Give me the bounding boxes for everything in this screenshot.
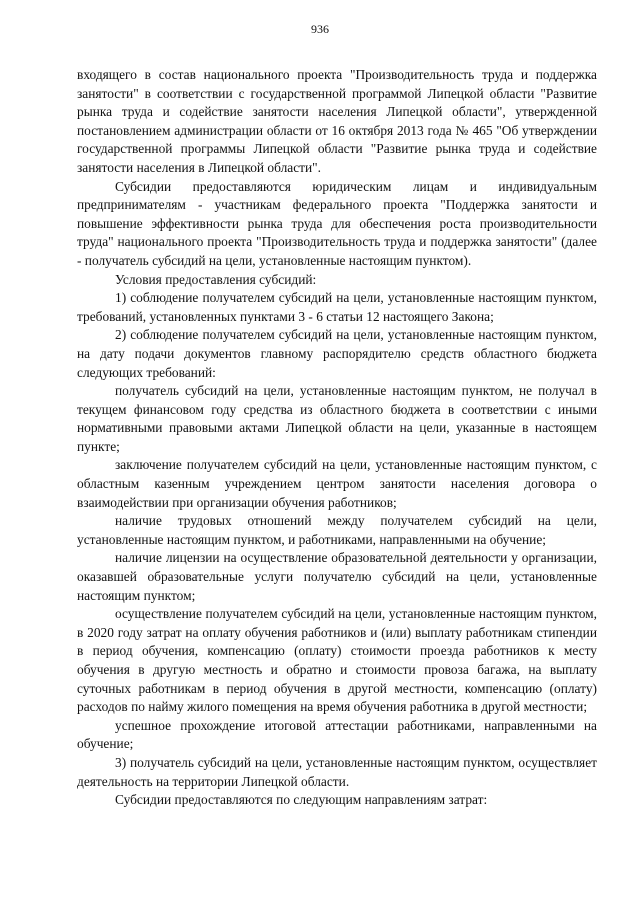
paragraph-requirement-agreement: заключение получателем субсидий на цели, установленные настоящим пунктом, с областным казенным учреждением центром занятости населения договора о взаимодействии при организации обучения работников; — [77, 457, 597, 510]
paragraph-requirement-employment: наличие трудовых отношений между получателем субсидий на цели, установленные настоящим пунктом, и работниками, направленными на обучение; — [77, 513, 597, 547]
paragraph-subsidy-recipients: Субсидии предоставляются юридическим лицам и индивидуальным предпринимателям - участникам федерального проекта "Поддержка занятости и повышение эффективности рынка труда для обеспечения роста производительности труда" национального проекта "Производительность труда и поддержка занятости" (далее - получатель субсидий на цели, установленные настоящим пунктом). — [77, 178, 597, 268]
paragraph-requirement-no-funds: получатель субсидий на цели, установленные настоящим пунктом, не получал в текущем финансовом году средства из областного бюджета в соответствии с иными нормативными правовыми актами Липецкой области на цели, указанные в настоящем пункте; — [77, 383, 597, 454]
paragraph-condition-2: 2) соблюдение получателем субсидий на цели, установленные настоящим пунктом, на дату подачи документов главному распорядителю средств областного бюджета следующих требований: — [77, 327, 597, 380]
paragraph-expense-directions: Субсидии предоставляются по следующим направлениям затрат: — [115, 792, 488, 808]
page-number: 936 — [311, 22, 329, 36]
paragraph-continuation: входящего в состав национального проекта "Производительность труда и поддержка занятости" в соответствии с государственной программой Липецкой области "Развитие рынка труда и содействие занятости населения Липецкой области", утвержденной постановлением администрации области от 16 октября 2013 года № 465 "Об утверждении государственной программы Липецкой области "Развитие рынка труда и содействие занятости населения в Липецкой области". — [77, 67, 597, 175]
paragraph-condition-1: 1) соблюдение получателем субсидий на цели, установленные настоящим пунктом, требований, установленных пунктами 3 - 6 статьи 12 настоящего Закона; — [77, 290, 597, 324]
paragraph-requirement-license: наличие лицензии на осуществление образовательной деятельности у организации, оказавшей образовательные услуги получателю субсидий на цели, установленные настоящим пунктом; — [77, 550, 597, 603]
paragraph-requirement-attestation: успешное прохождение итоговой аттестации работниками, направленными на обучение; — [77, 717, 597, 752]
paragraph-conditions-heading: Условия предоставления субсидий: — [115, 271, 317, 287]
document-body — [77, 66, 597, 810]
paragraph-requirement-expenses: осуществление получателем субсидий на цели, установленные настоящим пунктом, в 2020 году затрат на оплату обучения работников и (или) выплату работникам стипендии в период обучения, компенсацию (оплату) стоимости проезда работников к месту обучения в другую местность и обратно и стоимости провоза багажа, на выплату суточных работникам в период обучения в другой местности, компенсацию (оплату) расходов по найму жилого помещения на время обучения работника в другой местности; — [77, 606, 597, 715]
paragraph-condition-3: 3) получатель субсидий на цели, установленные настоящим пунктом, осуществляет деятельность на территории Липецкой области. — [77, 754, 597, 789]
